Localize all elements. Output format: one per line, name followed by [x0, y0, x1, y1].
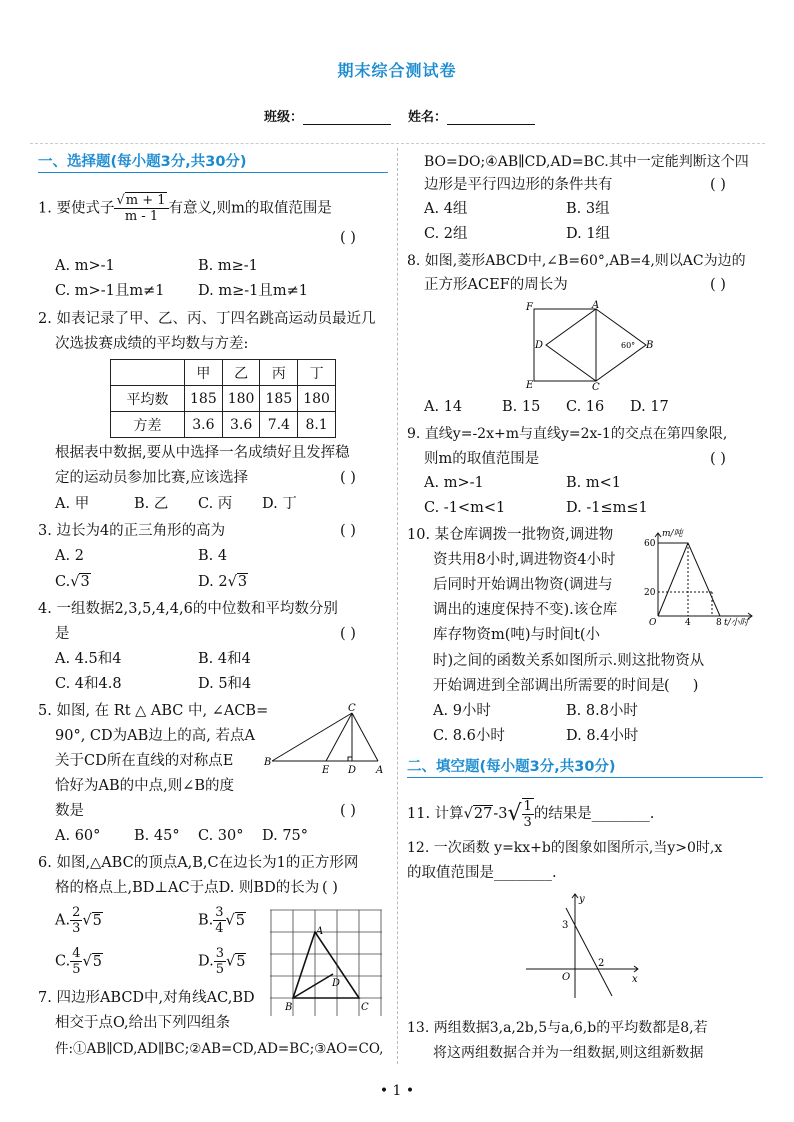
- q8-label-e: E: [526, 380, 534, 391]
- q12-x-axis-label: x: [632, 974, 638, 985]
- table-cell: 丙: [260, 360, 298, 386]
- q3-option-a[interactable]: A. 2: [55, 548, 84, 564]
- table-cell: 185: [185, 386, 223, 412]
- name-field: [408, 106, 535, 125]
- q4-option-d[interactable]: D. 5和4: [198, 676, 252, 692]
- q7-line-4: BO=DO;④AB∥CD,AD=BC.其中一定能判断这个四: [424, 154, 749, 170]
- class-field: [264, 106, 391, 125]
- table-cell: 7.4: [260, 412, 298, 438]
- q10-line-6: 时)之间的函数关系如图所示.则这批物资从: [433, 653, 705, 669]
- q10-tick-20: 20: [644, 588, 656, 598]
- q1-text: 1. 要使式子: [38, 200, 115, 217]
- table-cell: 8.1: [298, 412, 336, 438]
- q4-option-a[interactable]: A. 4.5和4: [55, 651, 122, 667]
- q5-label-b: B: [264, 757, 272, 768]
- q6-option-a-label: A.: [55, 912, 71, 929]
- q2-option-b[interactable]: B. 乙: [134, 496, 169, 512]
- q8-label-a: A: [592, 300, 600, 311]
- q8-answer-paren[interactable]: ( ): [710, 277, 726, 293]
- q2-option-a[interactable]: A. 甲: [55, 496, 90, 512]
- table-cell: 180: [222, 386, 260, 412]
- q7-line-1: 7. 四边形ABCD中,对角线AC,BD: [38, 990, 255, 1006]
- q12-tick-2: 2: [598, 958, 605, 969]
- q10-line-5: 库存物资m(吨)与时间t(小: [433, 627, 601, 643]
- q5-label-c: C: [348, 703, 356, 714]
- q11-denominator: 3: [523, 815, 532, 830]
- section-2-underline: [407, 777, 763, 778]
- section-1-heading: 一、选择题(每小题3分,共30分): [38, 154, 247, 170]
- q5-line-2: 90°, CD为AB边上的高, 若点A: [55, 728, 255, 744]
- q8-option-c[interactable]: C. 16: [566, 399, 605, 415]
- q10-answer-paren[interactable]: ( ): [664, 678, 699, 694]
- q8-angle-label: 60°: [621, 341, 636, 350]
- q1-option-d[interactable]: D. m≥-1且m≠1: [198, 283, 308, 299]
- q5-label-a: A: [376, 765, 384, 775]
- q11-radicand: 27: [473, 806, 493, 822]
- q6-option-b-radicand: 5: [235, 912, 246, 929]
- q6-option-d-num: 3: [215, 946, 224, 961]
- q6-option-d[interactable]: D. $\frac{3}{5}$ √5: [198, 946, 246, 977]
- q5-option-a[interactable]: A. 60°: [55, 828, 101, 844]
- q5-option-b[interactable]: B. 45°: [134, 828, 180, 844]
- q6-option-d-radicand: 5: [236, 953, 246, 970]
- q6-option-b[interactable]: B. $\frac{3}{4}$ √5: [198, 905, 246, 936]
- q6-option-c-den: 5: [72, 962, 81, 977]
- q12-line-2: 的取值范围是________.: [407, 865, 557, 881]
- q12-line-1: 12. 一次函数 y=kx+b的图象如图所示,当y>0时,x: [407, 840, 723, 856]
- q3-option-c[interactable]: C.√3: [55, 574, 90, 590]
- q6-option-a-radicand: 5: [92, 912, 102, 929]
- q6-answer-paren[interactable]: ( ): [322, 880, 338, 896]
- q3-option-d[interactable]: D. 2√3: [198, 574, 248, 590]
- q7-answer-paren[interactable]: ( ): [710, 177, 726, 193]
- q6-option-b-num: 3: [215, 905, 224, 920]
- q2-score-table: [110, 359, 336, 438]
- q13-line-1: 13. 两组数据3,a,2b,5与a,6,b的平均数都是8,若: [407, 1020, 708, 1036]
- table-cell: 185: [260, 386, 298, 412]
- q6-label-a: A: [316, 926, 324, 937]
- q5-option-d[interactable]: D. 75°: [262, 828, 309, 844]
- q8-line-1: 8. 如图,菱形ABCD中,∠B=60°,AB=4,则以AC为边的: [407, 253, 746, 269]
- table-cell: 甲: [185, 360, 223, 386]
- q1-denominator: m - 1: [124, 209, 159, 224]
- q4-option-b[interactable]: B. 4和4: [198, 651, 251, 667]
- q13-line-2: 将这两组数据合并为一组数据,则这组新数据: [433, 1045, 704, 1061]
- q10-option-c[interactable]: C. 8.6小时: [433, 728, 505, 744]
- q10-line-2: 资共用8小时,调进物资4小时: [433, 552, 616, 568]
- q5-line-1: 5. 如图, 在 Rt △ ABC 中, ∠ACB=: [38, 703, 269, 719]
- q5-option-c[interactable]: C. 30°: [198, 828, 244, 844]
- q2-option-d[interactable]: D. 丁: [262, 496, 297, 512]
- q5-answer-paren[interactable]: ( ): [340, 803, 356, 819]
- q9-line-1: 9. 直线y=-2x+m与直线y=2x-1的交点在第四象限,: [407, 426, 728, 442]
- q6-option-c-label: C.: [55, 953, 71, 970]
- q8-label-f: F: [526, 302, 533, 313]
- q8-label-d: D: [535, 340, 544, 351]
- q9-option-a[interactable]: A. m>-1: [424, 475, 484, 491]
- q12-tick-3: 3: [562, 920, 569, 931]
- q6-option-a[interactable]: A. $\frac{2}{3}$ √5: [55, 905, 102, 936]
- q8-option-a[interactable]: A. 14: [424, 399, 463, 415]
- q5-triangle-figure: [262, 703, 392, 775]
- q8-line-2: 正方形ACEF的周长为: [424, 277, 568, 293]
- q1-text-2: 有意义,则m的取值范围是: [168, 200, 332, 217]
- table-row: [111, 412, 336, 438]
- q7-line-3: 件:①AB∥CD,AD∥BC;②AB=CD,AD=BC;③AO=CO,: [55, 1041, 384, 1057]
- q10-y-axis-label: m/吨: [662, 529, 683, 539]
- q3-option-d-radicand: 3: [237, 574, 248, 590]
- q10-function-graph: [640, 527, 762, 627]
- table-cell: 平均数: [111, 386, 185, 412]
- q6-option-d-label: D.: [198, 953, 214, 970]
- q3-answer-paren[interactable]: ( ): [340, 523, 356, 539]
- q6-option-a-den: 3: [72, 921, 81, 936]
- q2-option-c[interactable]: C. 丙: [198, 496, 233, 512]
- q2-line-1: 2. 如表记录了甲、乙、丙、丁四名跳高运动员最近几: [38, 311, 376, 327]
- q5-line-3: 关于CD所在直线的对称点E: [55, 753, 234, 769]
- q4-line-2: 是: [55, 626, 70, 642]
- table-cell: 180: [298, 386, 336, 412]
- q3-option-c-label: C.: [55, 574, 71, 590]
- q5-label-e: E: [322, 765, 330, 775]
- q10-line-1: 10. 某仓库调拨一批物资,调进物: [407, 527, 614, 543]
- q3-option-d-label: D. 2: [198, 574, 228, 590]
- q10-origin: O: [649, 618, 657, 627]
- header-divider: [30, 143, 765, 144]
- q6-option-c-num: 4: [72, 946, 81, 961]
- q4-answer-paren[interactable]: ( ): [340, 626, 356, 642]
- q9-answer-paren[interactable]: ( ): [710, 451, 726, 467]
- class-label: 班级：: [264, 110, 304, 125]
- q6-option-b-label: B.: [198, 912, 214, 929]
- q6-option-c-radicand: 5: [92, 953, 102, 970]
- name-blank[interactable]: [447, 111, 535, 125]
- q10-line-7: 开始调进到全部调出所需要的时间是: [433, 678, 665, 694]
- table-cell: 3.6: [185, 412, 223, 438]
- q8-rhombus-figure: [524, 300, 664, 392]
- q8-option-d[interactable]: D. 17: [630, 399, 669, 415]
- q10-line-4: 调出的速度保持不变).该仓库: [433, 602, 618, 618]
- q10-option-b[interactable]: B. 8.8小时: [566, 703, 638, 719]
- q7-option-a[interactable]: A. 4组: [424, 201, 468, 217]
- table-cell: 乙: [222, 360, 260, 386]
- q11-text-post: 的结果是________.: [533, 806, 655, 822]
- q11-text: 11. 计算: [407, 806, 464, 822]
- q7-line-2: 相交于点O,给出下列四组条: [55, 1015, 231, 1031]
- q4-option-c[interactable]: C. 4和4.8: [55, 676, 122, 692]
- q1-fraction: $\frac{√m + 1}{m - 1}$: [114, 193, 168, 224]
- q5-line-4: 恰好为AB的中点,则∠B的度: [55, 778, 235, 794]
- table-cell: [111, 360, 185, 386]
- q6-label-d: D: [332, 978, 341, 989]
- q2-line-3: 根据表中数据,要从中选择一名成绩好且发挥稳: [55, 445, 350, 461]
- column-divider: [397, 148, 398, 1064]
- q3-stem: 3. 边长为4的正三角形的高为: [38, 523, 226, 539]
- q9-option-c[interactable]: C. -1<m<1: [424, 500, 506, 516]
- q8-label-b: B: [646, 340, 654, 351]
- q9-option-b[interactable]: B. m<1: [566, 475, 621, 491]
- q6-line-1: 6. 如图,△ABC的顶点A,B,C在边长为1的正方形网: [38, 855, 359, 871]
- q1-stem: [38, 193, 332, 224]
- q10-line-3: 后同时开始调出物资(调进与: [433, 577, 613, 593]
- q11-text-mid: -3: [493, 806, 508, 822]
- q6-option-d-den: 5: [215, 962, 224, 977]
- q10-option-d[interactable]: D. 8.4小时: [566, 728, 639, 744]
- name-label: 姓名：: [408, 110, 448, 125]
- q1-option-b[interactable]: B. m≥-1: [198, 258, 258, 274]
- q4-line-1: 4. 一组数据2,3,5,4,4,6的中位数和平均数分别: [38, 601, 338, 617]
- q10-option-a[interactable]: A. 9小时: [433, 703, 491, 719]
- q6-option-c[interactable]: C. $\frac{4}{5}$ √5: [55, 946, 102, 977]
- q6-grid-figure: [270, 906, 384, 1018]
- table-cell: 3.6: [222, 412, 260, 438]
- q9-line-2: 则m的取值范围是: [424, 451, 540, 467]
- q11-stem: 11. 计算√27-3√ $\frac{1}{3}$ 的结果是________.: [407, 799, 655, 830]
- class-blank[interactable]: [303, 111, 391, 125]
- q2-answer-paren[interactable]: ( ): [340, 470, 356, 486]
- page-number: • 1 •: [379, 1083, 415, 1099]
- q6-label-c: C: [361, 1002, 369, 1013]
- q10-x-axis-label: t/小时: [724, 618, 749, 627]
- q6-line-2: 格的格点上,BD⊥AC于点D. 则BD的长为: [55, 880, 320, 896]
- q9-option-d[interactable]: D. -1≤m≤1: [566, 500, 648, 516]
- table-header-row: [111, 360, 336, 386]
- q12-origin: O: [562, 972, 571, 983]
- q1-option-a[interactable]: A. m>-1: [55, 258, 115, 274]
- q10-tick-4: 4: [685, 618, 691, 627]
- q8-label-c: C: [592, 382, 600, 392]
- q1-numerator: m + 1: [125, 193, 166, 208]
- q6-option-b-den: 4: [215, 921, 224, 936]
- q7-option-b[interactable]: B. 3组: [566, 201, 610, 217]
- q3-option-c-radicand: 3: [80, 574, 90, 590]
- q10-tick-8: 8: [716, 618, 722, 627]
- q3-option-b[interactable]: B. 4: [198, 548, 228, 564]
- q10-tick-60: 60: [644, 539, 656, 549]
- q1-answer-paren[interactable]: ( ): [340, 230, 356, 246]
- q7-option-c[interactable]: C. 2组: [424, 226, 468, 242]
- q11-numerator: 1: [523, 799, 532, 814]
- page-title: 期末综合测试卷: [337, 61, 457, 80]
- q7-line-5: 边形是平行四边形的条件共有: [424, 177, 613, 193]
- q8-option-b[interactable]: B. 15: [502, 399, 541, 415]
- section-1-underline: [38, 172, 388, 173]
- table-cell: 丁: [298, 360, 336, 386]
- table-row: [111, 386, 336, 412]
- section-2-heading: 二、填空题(每小题3分,共30分): [407, 759, 616, 775]
- table-cell: 方差: [111, 412, 185, 438]
- q12-y-axis-label: y: [579, 894, 585, 905]
- q6-option-a-num: 2: [72, 905, 81, 920]
- q5-line-5: 数是: [55, 803, 84, 819]
- q1-option-c[interactable]: C. m>-1且m≠1: [55, 283, 165, 299]
- q5-label-d: D: [348, 765, 357, 775]
- q6-label-b: B: [285, 1002, 293, 1013]
- q12-linear-graph: [522, 890, 644, 1002]
- q2-line-2: 次选拔赛成绩的平均数与方差:: [55, 336, 249, 352]
- q2-line-4: 定的运动员参加比赛,应该选择: [55, 470, 249, 486]
- q7-option-d[interactable]: D. 1组: [566, 226, 611, 242]
